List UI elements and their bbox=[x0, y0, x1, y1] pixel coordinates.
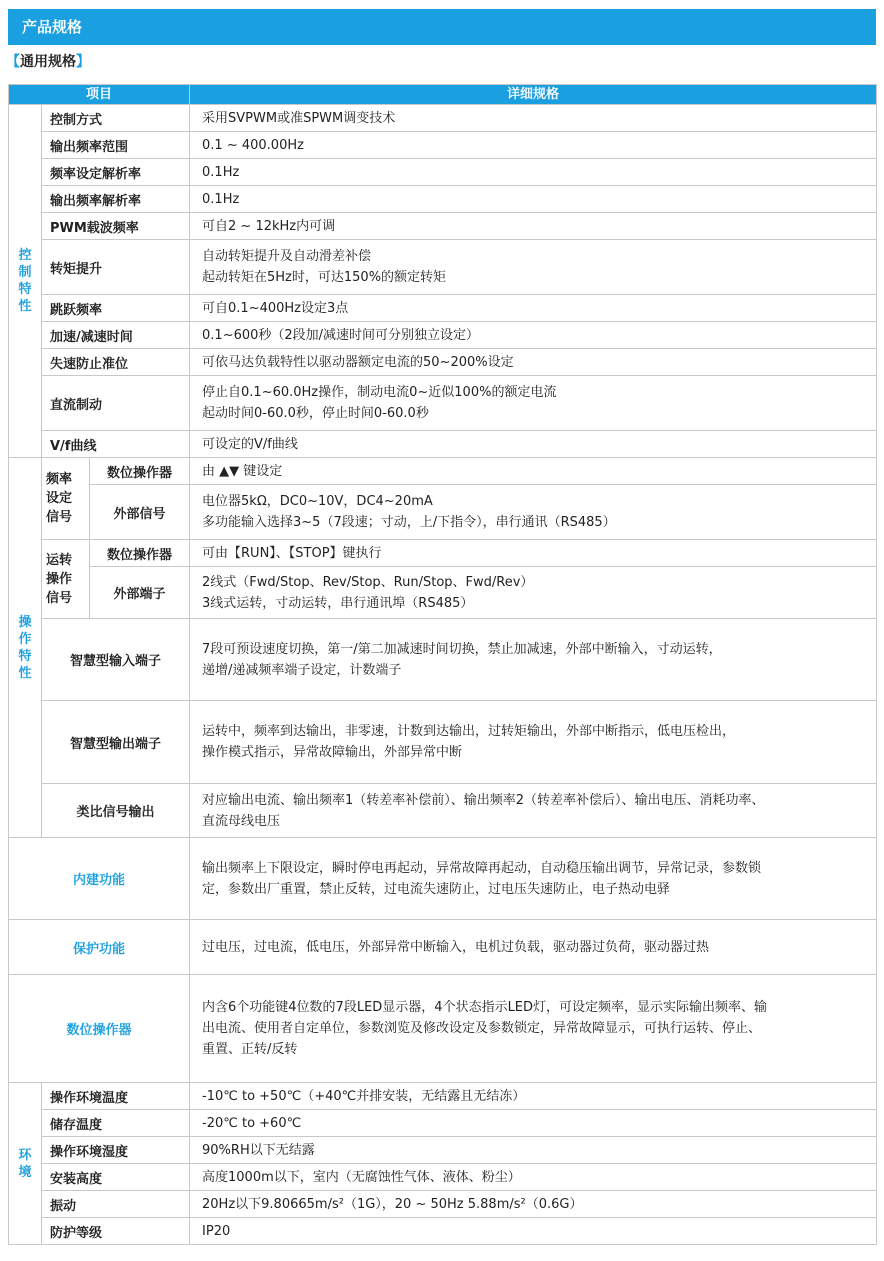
category-char: 环 bbox=[18, 1147, 32, 1163]
spec-value-line: 7段可预设速度切换，第一/第二加减速时间切换，禁止加减速，外部中断输入，寸动运转， bbox=[202, 641, 722, 657]
spec-value-line: 由 ▲▼ 键设定 bbox=[202, 463, 283, 479]
spec-label: PWM载波频率 bbox=[42, 213, 190, 240]
spec-label: 外部端子 bbox=[90, 567, 190, 619]
spec-value bbox=[190, 701, 877, 784]
spec-label: 类比信号输出 bbox=[42, 784, 190, 838]
spec-value bbox=[190, 322, 877, 349]
spec-value bbox=[190, 1137, 877, 1164]
table-row bbox=[9, 1164, 877, 1191]
spec-value-line: 运转中，频率到达输出，非零速，计数到达输出，过转矩输出，外部中断指示，低电压检出， bbox=[202, 724, 736, 739]
spec-label: 失速防止准位 bbox=[42, 349, 190, 376]
spec-value bbox=[190, 920, 877, 975]
category-char: 性 bbox=[18, 665, 32, 681]
spec-value-line: 0.1~600秒（2段加/减速时间可分别独立设定） bbox=[202, 327, 480, 343]
table-row bbox=[9, 132, 877, 159]
spec-value-line: 自动转矩提升及自动滑差补偿 bbox=[202, 249, 372, 264]
table-row bbox=[9, 213, 877, 240]
spec-value-line: 可依马达负载特性以驱动器额定电流的50~200%设定 bbox=[202, 354, 514, 370]
spec-value-line: 0.1 ~ 400.00Hz bbox=[202, 137, 304, 153]
spec-value-line: 过电压，过电流，低电压，外部异常中断输入，电机过负载，驱动器过负荷，驱动器过热 bbox=[202, 939, 710, 955]
category-char: 制 bbox=[18, 265, 32, 280]
spec-value bbox=[190, 838, 877, 920]
spec-label: 操作环境湿度 bbox=[42, 1137, 190, 1164]
spec-value bbox=[190, 784, 877, 838]
table-row bbox=[9, 458, 877, 485]
spec-value bbox=[190, 431, 877, 458]
category-label bbox=[9, 458, 42, 838]
spec-value-line: 可自2 ~ 12kHz内可调 bbox=[202, 218, 336, 234]
category-char: 操 bbox=[18, 614, 32, 630]
spec-value-line: 操作模式指示，异常故障输出，外部异常中断 bbox=[202, 745, 463, 760]
spec-label: 智慧型输出端子 bbox=[42, 701, 190, 784]
table-row bbox=[9, 186, 877, 213]
table-row bbox=[9, 105, 877, 132]
run-group-label bbox=[42, 540, 90, 619]
table-row bbox=[9, 540, 877, 567]
spec-value-line: 直流母线电压 bbox=[202, 813, 281, 829]
spec-value-line: 90%RH以下无结露 bbox=[202, 1142, 315, 1158]
spec-value bbox=[190, 485, 877, 540]
spec-value bbox=[190, 458, 877, 485]
spec-value bbox=[190, 105, 877, 132]
spec-value-line: 可自0.1~400Hz设定3点 bbox=[202, 300, 349, 316]
spec-label: 安装高度 bbox=[42, 1164, 190, 1191]
table-row bbox=[9, 1218, 877, 1245]
spec-value bbox=[190, 1191, 877, 1218]
table-row bbox=[9, 567, 877, 619]
page-title-bar bbox=[8, 9, 876, 45]
spec-value-line: 3线式运转，寸动运转，串行通讯埠（RS485） bbox=[202, 595, 474, 611]
spec-value-line: 重置、正转/反转 bbox=[202, 1042, 298, 1057]
spec-label: 直流制动 bbox=[42, 376, 190, 431]
table-row bbox=[9, 701, 877, 784]
spec-value-line: 0.1Hz bbox=[202, 164, 240, 180]
category-char: 性 bbox=[18, 299, 32, 314]
spec-value-line: 0.1Hz bbox=[202, 191, 240, 207]
spec-label: 数位操作器 bbox=[90, 540, 190, 567]
category-label bbox=[9, 105, 42, 458]
spec-label: 内建功能 bbox=[9, 838, 190, 920]
category-char: 特 bbox=[18, 648, 32, 664]
spec-value-line: 递增/递减频率端子设定，计数端子 bbox=[202, 662, 402, 678]
category-label bbox=[9, 1083, 42, 1245]
spec-value-line: 采用SVPWM或准SPWM调变技术 bbox=[202, 110, 396, 126]
spec-value-line: 可由【RUN】、【STOP】键执行 bbox=[202, 545, 382, 561]
spec-value bbox=[190, 975, 877, 1083]
spec-value bbox=[190, 1164, 877, 1191]
category-char: 特 bbox=[18, 282, 32, 297]
spec-value-line: 对应输出电流、输出频率1（转差率补偿前）、输出频率2（转差率补偿后）、输出电压、消耗功率、 bbox=[202, 792, 765, 808]
bracket-left: 【 bbox=[6, 54, 20, 70]
spec-label: 数位操作器 bbox=[9, 975, 190, 1083]
category-char: 控 bbox=[18, 248, 32, 263]
spec-value-line: -20℃ to +60℃ bbox=[202, 1115, 302, 1131]
table-row bbox=[9, 240, 877, 295]
col-header-detail: 详细规格 bbox=[190, 85, 877, 105]
spec-label: 频率设定解析率 bbox=[42, 159, 190, 186]
group-line: 设定 bbox=[46, 491, 73, 506]
spec-label: 防护等级 bbox=[42, 1218, 190, 1245]
spec-value bbox=[190, 1083, 877, 1110]
spec-value-line: 停止自0.1~60.0Hz操作，制动电流0~近似100%的额定电流 bbox=[202, 385, 557, 400]
page-title: 产品规格 bbox=[22, 18, 83, 36]
spec-label: 跳跃频率 bbox=[42, 295, 190, 322]
table-row bbox=[9, 1110, 877, 1137]
spec-value bbox=[190, 619, 877, 701]
spec-value bbox=[190, 567, 877, 619]
table-row bbox=[9, 431, 877, 458]
group-line: 频率 bbox=[46, 472, 73, 487]
spec-label: V/f曲线 bbox=[42, 431, 190, 458]
table-row bbox=[9, 1083, 877, 1110]
group-line: 运转 bbox=[46, 552, 73, 568]
spec-value-line: 高度1000m以下，室内（无腐蚀性气体、液体、粉尘） bbox=[202, 1169, 521, 1185]
spec-value bbox=[190, 213, 877, 240]
spec-value-line: -10℃ to +50℃（+40℃并排安装，无结露且无结冻） bbox=[202, 1088, 526, 1104]
spec-value bbox=[190, 349, 877, 376]
spec-value-line: 起动时间0-60.0秒，停止时间0-60.0秒 bbox=[202, 406, 429, 421]
spec-value-line: IP20 bbox=[202, 1223, 231, 1239]
spec-value-line: 起动转矩在5Hz时，可达150%的额定转矩 bbox=[202, 270, 447, 285]
spec-label: 输出频率范围 bbox=[42, 132, 190, 159]
category-char: 作 bbox=[18, 631, 32, 647]
spec-label: 振动 bbox=[42, 1191, 190, 1218]
spec-value-line: 输出频率上下限设定，瞬时停电再起动，异常故障再起动，自动稳压输出调节，异常记录，参数锁 bbox=[202, 860, 762, 876]
spec-value-line: 电位器5kΩ，DC0~10V，DC4~20mA bbox=[202, 494, 433, 509]
category-char: 境 bbox=[18, 1164, 32, 1180]
spec-label: 智慧型输入端子 bbox=[42, 619, 190, 701]
table-row bbox=[9, 920, 877, 975]
table-row bbox=[9, 322, 877, 349]
table-row bbox=[9, 1191, 877, 1218]
spec-value bbox=[190, 186, 877, 213]
table-row bbox=[9, 485, 877, 540]
bracket-right: 】 bbox=[76, 54, 90, 70]
spec-value bbox=[190, 132, 877, 159]
section-label bbox=[6, 52, 90, 72]
spec-label: 数位操作器 bbox=[90, 458, 190, 485]
spec-label: 储存温度 bbox=[42, 1110, 190, 1137]
spec-value-line: 出电流、使用者自定单位，参数浏览及修改设定及参数锁定，异常故障显示，可执行运转、停止、 bbox=[202, 1021, 762, 1036]
section-title: 通用规格 bbox=[20, 54, 76, 70]
table-header-row bbox=[9, 85, 877, 105]
spec-value-line: 2线式（Fwd/Stop、Rev/Stop、Run/Stop、Fwd/Rev） bbox=[202, 574, 534, 590]
col-header-item: 项目 bbox=[9, 85, 190, 105]
group-line: 信号 bbox=[46, 510, 73, 525]
table-row bbox=[9, 1137, 877, 1164]
spec-value bbox=[190, 159, 877, 186]
spec-value bbox=[190, 540, 877, 567]
freq-group-label bbox=[42, 458, 90, 540]
table-row bbox=[9, 975, 877, 1083]
spec-value-line: 20Hz以下9.80665m/s²（1G），20 ~ 50Hz 5.88m/s²（0.6G） bbox=[202, 1196, 583, 1212]
group-line: 信号 bbox=[46, 590, 73, 606]
table-row bbox=[9, 376, 877, 431]
table-row bbox=[9, 619, 877, 701]
spec-value bbox=[190, 240, 877, 295]
spec-value bbox=[190, 376, 877, 431]
spec-label: 输出频率解析率 bbox=[42, 186, 190, 213]
table-row bbox=[9, 784, 877, 838]
spec-value-line: 多功能输入选择3~5（7段速；寸动，上/下指令），串行通讯（RS485） bbox=[202, 515, 616, 530]
table-row bbox=[9, 159, 877, 186]
spec-value bbox=[190, 1110, 877, 1137]
spec-value bbox=[190, 1218, 877, 1245]
group-line: 操作 bbox=[46, 571, 73, 587]
spec-label: 控制方式 bbox=[42, 105, 190, 132]
spec-label: 转矩提升 bbox=[42, 240, 190, 295]
table-row bbox=[9, 349, 877, 376]
spec-value-line: 可设定的V/f曲线 bbox=[202, 436, 298, 452]
spec-value-line: 定，参数出厂重置，禁止反转，过电流失速防止，过电压失速防止，电子热动电驿 bbox=[202, 881, 671, 897]
table-row bbox=[9, 295, 877, 322]
spec-table bbox=[8, 84, 877, 1245]
spec-label: 加速/减速时间 bbox=[42, 322, 190, 349]
spec-label: 外部信号 bbox=[90, 485, 190, 540]
table-row bbox=[9, 838, 877, 920]
spec-value bbox=[190, 295, 877, 322]
spec-value-line: 内含6个功能键4位数的7段LED显示器，4个状态指示LED灯，可设定频率，显示实际输出频率、输 bbox=[202, 1000, 768, 1015]
spec-label: 操作环境温度 bbox=[42, 1083, 190, 1110]
spec-label: 保护功能 bbox=[9, 920, 190, 975]
